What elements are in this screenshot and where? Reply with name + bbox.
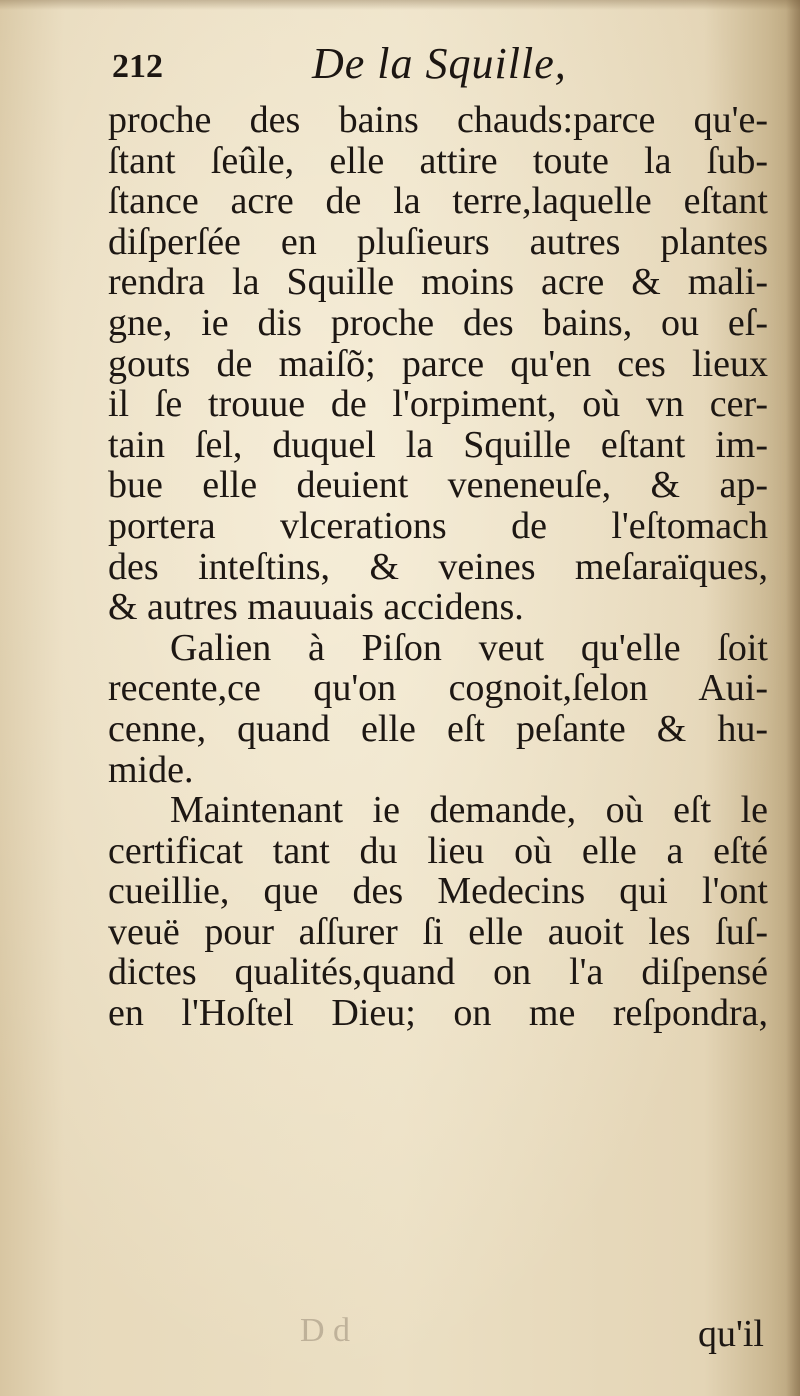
text-line: gouts de maiſõ; parce qu'en ces lieux: [108, 342, 768, 385]
paragraph-start-line: Maintenant ie demande, où eſt le: [170, 789, 768, 832]
page-header: [112, 38, 732, 102]
text-line: ſtant ſeûle, elle attire toute la ſub-: [108, 139, 768, 182]
text-line: & autres mauuais accidens.: [108, 586, 524, 629]
text-line: veuë pour aſſurer ſi elle auoit les ſuſ-: [108, 910, 768, 953]
running-head: De la Squille,: [312, 39, 567, 88]
text-line: dictes qualités,quand on l'a diſpensé: [108, 951, 768, 994]
text-line: en l'Hoſtel Dieu; on me reſpondra,: [108, 992, 768, 1035]
catchword: qu'il: [698, 1313, 764, 1355]
text-line: cueillie, que des Medecins qui l'ont: [108, 870, 768, 913]
text-line: recente,ce qu'on cognoit,ſelon Aui-: [108, 667, 768, 710]
text-line: rendra la Squille moins acre & mali-: [108, 261, 768, 304]
text-line: tain ſel, duquel la Squille eſtant im-: [108, 423, 768, 466]
text-line: des inteſtins, & veines meſaraïques,: [108, 545, 768, 588]
body-text: [108, 100, 768, 1034]
text-line: proche des bains chauds:parce qu'e-: [108, 99, 768, 141]
signature-mark: D d: [300, 1312, 351, 1349]
text-line: ſtance acre de la terre,laquelle eſtant: [108, 180, 768, 223]
text-line: gne, ie dis proche des bains, ou eſ-: [108, 301, 768, 344]
page-top-shadow: [0, 0, 800, 10]
text-line: portera vlcerations de l'eſtomach: [108, 504, 768, 547]
page-gutter-shadow: [786, 0, 800, 1396]
page-number: 212: [112, 48, 163, 85]
paragraph-start-line: Galien à Piſon veut qu'elle ſoit: [170, 626, 768, 669]
text-line: bue elle deuient veneneuſe, & ap-: [108, 464, 768, 507]
text-line: diſperſée en pluſieurs autres plantes: [108, 220, 768, 263]
text-line: mide.: [108, 748, 194, 791]
text-line: il ſe trouue de l'orpiment, où vn cer-: [108, 383, 768, 426]
text-line: cenne, quand elle eſt peſante & hu-: [108, 707, 768, 750]
text-line: certificat tant du lieu où elle a eſté: [108, 829, 768, 872]
